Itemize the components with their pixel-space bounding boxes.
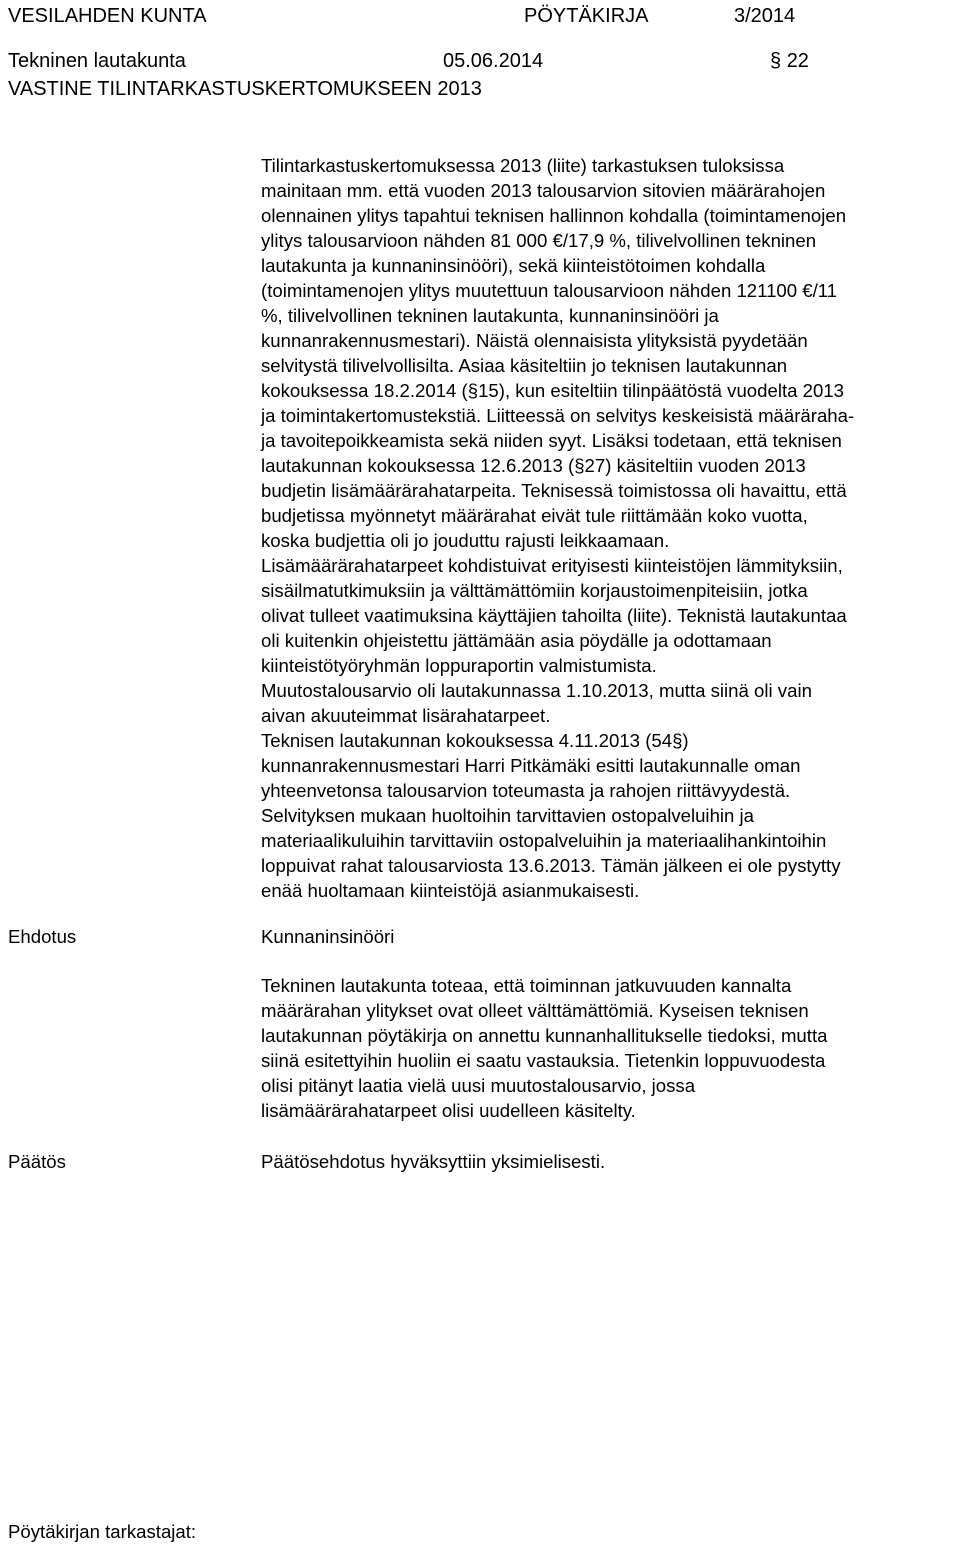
proposal-text [261, 973, 827, 1123]
body-text-line: kiinteistötyöryhmän loppuraportin valmistumista. [261, 655, 657, 676]
meeting-date: 05.06.2014 [443, 50, 544, 72]
body-text-line: Selvityksen mukaan huoltoihin tarvittavien ostopalveluihin ja [261, 805, 755, 826]
body-text-line: loppuivat rahat talousarviosta 13.6.2013. Tämän jälkeen ei ole pystytty [261, 855, 841, 876]
municipality-name: VESILAHDEN KUNTA [8, 5, 207, 27]
body-text-line: olivat tulleet vaatimuksina käyttäjien tahoilta (liite). Teknistä lautakuntaa [261, 605, 847, 626]
body-text-line: ylitys talousarvioon nähden 81 000 €/17,9 %, tilivelvollinen tekninen [261, 230, 817, 251]
body-text-line: Tilintarkastuskertomuksessa 2013 (liite) tarkastuksen tuloksissa [261, 155, 785, 176]
section-symbol: § [770, 50, 782, 72]
decision-text [261, 1149, 605, 1174]
document-number: 3/2014 [734, 5, 796, 27]
body-text-line: selvitystä tilivelvollisilta. Asiaa käsiteltiin jo teknisen lautakunnan [261, 355, 788, 376]
section-title: VASTINE TILINTARKASTUSKERTOMUKSEEN 2013 [8, 78, 482, 100]
body-text-line: budjetin lisämäärärahatarpeita. Teknisessä toimistossa oli havaittu, että [261, 480, 847, 501]
body-text-line: budjetissa myönnetyt määrärahat eivät tule riittämään koko vuotta, [261, 505, 808, 526]
proposal-text-line: lautakunnan pöytäkirja on annettu kunnanhallitukselle tiedoksi, mutta [261, 1025, 828, 1046]
body-text-line: oli kuitenkin ohjeistettu jättämään asia pöydälle ja odottamaan [261, 630, 772, 651]
body-text-line: (toimintamenojen ylitys muutettuun talousarvioon nähden 121100 €/11 [261, 280, 838, 301]
proposal-author-name: Kunnaninsinööri [261, 926, 395, 947]
body-text-line: kokouksessa 18.2.2014 (§15), kun esiteltiin tilinpäätöstä vuodelta 2013 [261, 380, 844, 401]
body-text-line: Muutostalousarvio oli lautakunnassa 1.10.2013, mutta siinä oli vain [261, 680, 812, 701]
document-type: PÖYTÄKIRJA [524, 5, 649, 27]
proposal-text-line: Tekninen lautakunta toteaa, että toiminnan jatkuvuuden kannalta [261, 975, 792, 996]
body-text-line: ja tavoitepoikkeamista sekä niiden syyt. Lisäksi todetaan, että teknisen [261, 430, 842, 451]
committee-name: Tekninen lautakunta [8, 50, 186, 72]
proposal-label: Ehdotus [8, 926, 77, 947]
proposal-text-line: olisi pitänyt laatia vielä uusi muutostalousarvio, jossa [261, 1075, 696, 1096]
reviewers-label: Pöytäkirjan tarkastajat: [8, 1521, 197, 1542]
body-text-line: yhteenvetonsa talousarvion toteumasta ja rahojen riittävyydestä. [261, 780, 791, 801]
body-text-line: Teknisen lautakunnan kokouksessa 4.11.2013 (54§) [261, 730, 689, 751]
decision-label: Päätös [8, 1151, 66, 1172]
proposal-author [261, 924, 394, 949]
body-text-line: kunnanrakennusmestari). Näistä olennaisista ylityksistä pyydetään [261, 330, 808, 351]
body-text-line: koska budjettia oli jo jouduttu rajusti leikkaamaan. [261, 530, 670, 551]
body-text-line: %, tilivelvollinen tekninen lautakunta, kunnaninsinööri ja [261, 305, 719, 326]
body-text-line: aivan akuuteimmat lisärahatarpeet. [261, 705, 551, 726]
proposal-text-line: määrärahan ylitykset ovat olleet välttämättömiä. Kyseisen teknisen [261, 1000, 809, 1021]
section-number-value: 22 [786, 50, 809, 72]
proposal-text-line: siinä esitettyihin huoliin ei saatu vastauksia. Tietenkin loppuvuodesta [261, 1050, 826, 1071]
body-text-line: olennainen ylitys tapahtui teknisen hallinnon kohdalla (toimintamenojen [261, 205, 847, 226]
decision-text-line: Päätösehdotus hyväksyttiin yksimielisesti. [261, 1151, 606, 1172]
body-text-line: ja toimintakertomustekstiä. Liitteessä on selvitys keskeisistä määräraha- [261, 405, 855, 426]
body-text-line: enää huoltamaan kiinteistöjä asianmukaisesti. [261, 880, 640, 901]
body-text-line: sisäilmatutkimuksiin ja välttämättömiin korjaustoimenpiteisiin, jotka [261, 580, 808, 601]
main-body-text [261, 153, 951, 903]
body-text-line: lautakunnan kokouksessa 12.6.2013 (§27) käsiteltiin vuoden 2013 [261, 455, 806, 476]
body-text-line: Lisämäärärahatarpeet kohdistuivat erityisesti kiinteistöjen lämmityksiin, [261, 555, 843, 576]
body-text-line: materiaalikuluihin tarvittaviin ostopalveluihin ja materiaalihankintoihin [261, 830, 827, 851]
body-text-line: kunnanrakennusmestari Harri Pitkämäki esitti lautakunnalle oman [261, 755, 801, 776]
body-text-line: lautakunta ja kunnaninsinööri), sekä kiinteistötoimen kohdalla [261, 255, 766, 276]
proposal-text-line: lisämäärärahatarpeet olisi uudelleen käsitelty. [261, 1100, 636, 1121]
body-text-line: mainitaan mm. että vuoden 2013 talousarvion sitovien määrärahojen [261, 180, 826, 201]
section-number [770, 49, 809, 73]
